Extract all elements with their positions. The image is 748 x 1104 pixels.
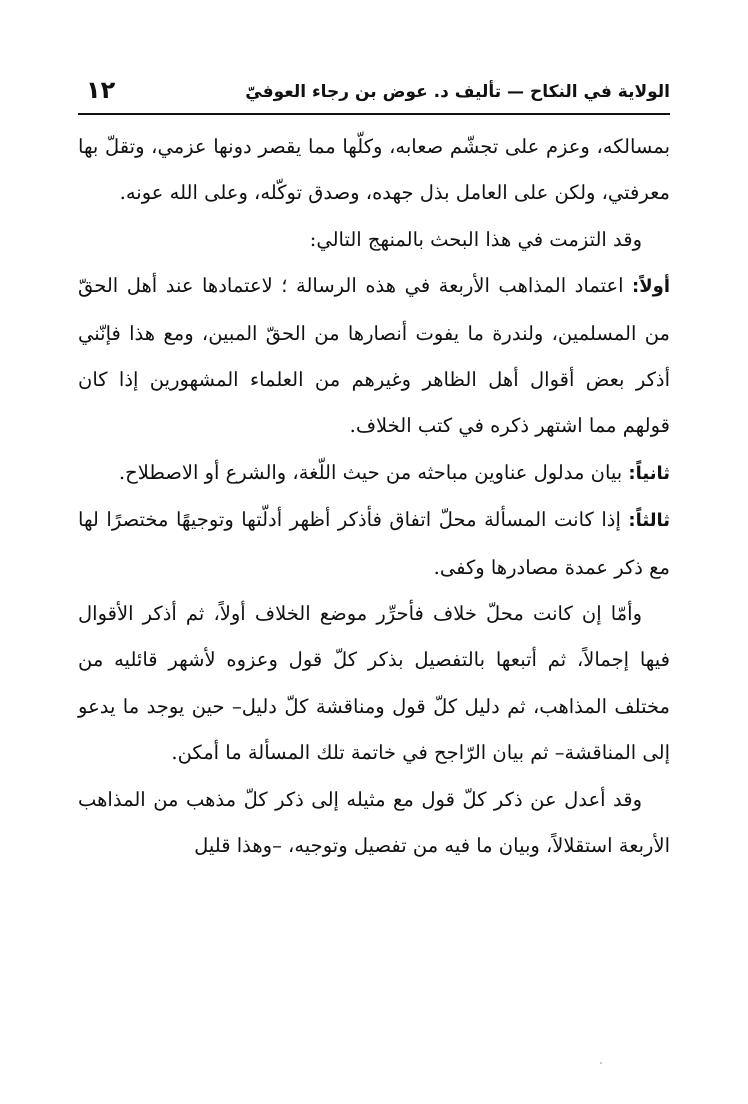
paragraph-schools: وقد أعدل عن ذكر كلّ قول مع مثيله إلى ذكر كلّ مذهب من المذاهب الأربعة استقلالاً، وبيان ما فيه من تفصيل وتوجيه، –وهذا قليل (78, 787, 670, 858)
point-label-second: ثانياً: (628, 462, 670, 484)
running-header (78, 76, 670, 110)
header-rule (78, 113, 670, 115)
body-text (78, 124, 670, 870)
page-number: ١٢ (86, 76, 116, 104)
point-text-first: اعتماد المذاهب الأربعة في هذه الرسالة ؛ لاعتمادها عند أهل الحقّ من المسلمين، ولندرة ما يفوت أنصارها من الحقّ المبين، ومع هذا فإنّني أذكر بعض أقوال أهل الظاهر وغيرهم من العلماء المشهورين إذا كان قولهم مما اشتهر ذكره في كتب الخلاف. (78, 274, 670, 438)
paragraph-third-point (78, 497, 670, 591)
paragraph-disputed-case: وأمّا إن كانت محلّ خلاف فأحرِّر موضع الخلاف أولاً، ثم أذكر الأقوال فيها إجمالاً، ثم أتبعها بالتفصيل بذكر كلّ قول وعزوه لأشهر قائليه من مختلف المذاهب، ثم دليل كلّ قول ومناقشة كلّ دليل– حين يوجد ما يدعو إلى المناقشة– ثم بيان الرّاجح في خاتمة تلك المسألة ما أمكن. (78, 602, 670, 765)
paragraph-continuation: بمسالكه، وعزم على تجشّم صعابه، وكلّها مما يقصر دونها عزمي، وتقلّ بها معرفتي، ولكن على العامل بذل جهده، وصدق توكّله، وعلى الله عونه. (78, 135, 670, 205)
header-title: الولاية في النكاح — تأليف د. عوض بن رجاء العوفيّ (245, 82, 670, 102)
point-label-first: أولاً: (632, 276, 670, 298)
point-label-third: ثالثاً: (628, 510, 670, 532)
paragraph-first-point (78, 263, 670, 450)
scan-speck (600, 1062, 602, 1064)
paragraph-method-intro: وقد التزمت في هذا البحث بالمنهج التالي: (309, 227, 642, 251)
point-text-third: إذا كانت المسألة محلّ اتفاق فأذكر أظهر أدلّتها وتوجيهًا مختصرًا لها مع ذكر عمدة مصادرها وكفى. (78, 508, 670, 579)
paragraph-second-point (78, 450, 670, 497)
point-text-second: بيان مدلول عناوين مباحثه من حيث اللّغة، والشرع أو الاصطلاح. (118, 460, 629, 484)
